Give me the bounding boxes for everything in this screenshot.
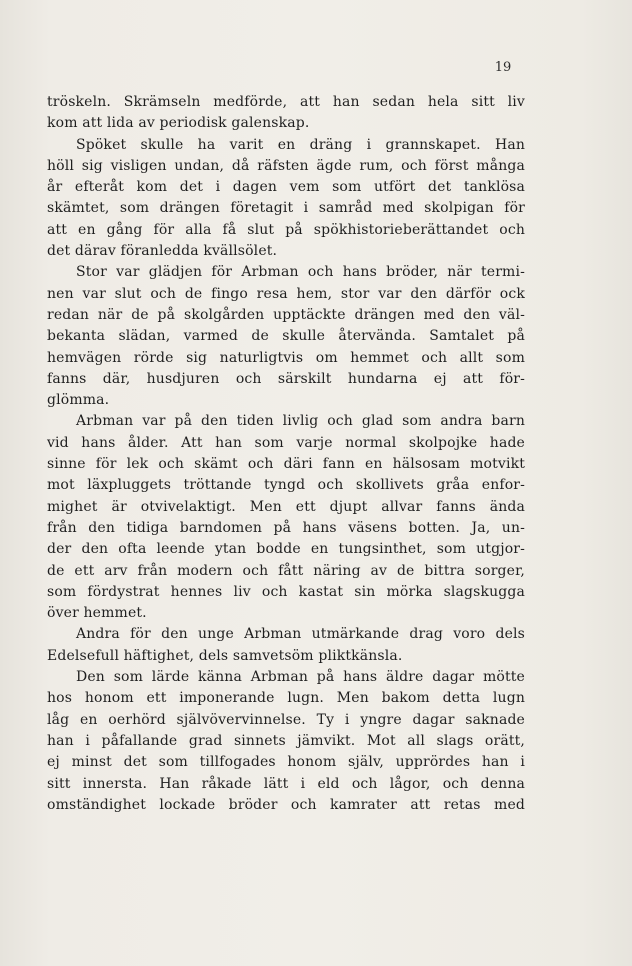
text-line: tröskeln. Skrämseln medförde, att han sedan hela sitt liv [47,94,525,110]
text-line: nen var slut och de fingo resa hem, stor var den därför ock [47,285,525,302]
text-line: ej minst det som tillfogades honom själv, upprördes han i [47,754,525,771]
text-line: Arbman var på den tiden livlig och glad som andra barn [76,413,525,430]
text-line: låg en oerhörd självövervinnelse. Ty i yngre dagar saknade [47,711,525,728]
text-line: det därav föranledda kvällsölet. [47,243,278,260]
text-line: mot läxpluggets tröttande tyngd och skollivets gråa enfor- [47,477,525,494]
text-line: Den som lärde känna Arbman på hans äldre dagar mötte [76,669,525,686]
body-text [47,92,525,816]
text-line: mighet är otvivelaktigt. Men ett djupt allvar fanns ända [47,498,525,515]
text-line: bekanta slädan, varmed de skulle återvända. Samtalet på [47,328,525,345]
text-line: år efteråt kom det i dagen vem som utfört det tanklösa [47,179,525,196]
text-line: över hemmet. [47,605,147,622]
text-line: som fördystrat hennes liv och kastat sin mörka slagskugga [47,583,525,600]
text-line: sinne för lek och skämt och däri fann en hälsosam motvikt [47,456,525,473]
text-line: Edelsefull häftighet, dels samvetsöm pliktkänsla. [47,647,403,664]
text-line: der den ofta leende ytan bodde en tungsinthet, som utgjor- [47,541,525,558]
text-line: Spöket skulle ha varit en dräng i grannskapet. Han [76,136,525,153]
text-line: kom att lida av periodisk galenskap. [47,115,310,132]
text-line: de ett arv från modern och fått näring av de bittra sorger, [47,562,525,579]
text-line: glömma. [47,392,110,409]
text-line: Stor var glädjen för Arbman och hans bröder, när termi- [76,264,525,281]
text-line: hos honom ett imponerande lugn. Men bakom detta lugn [47,690,525,707]
text-line: att en gång för alla få slut på spökhistorieberättandet och [47,221,525,238]
text-line: hemvägen rörde sig naturligtvis om hemmet och allt som [47,349,525,366]
page-number: 19 [494,60,512,75]
text-line: omständighet lockade bröder och kamrater att retas med [47,796,525,813]
text-line: skämtet, som drängen företagit i samråd med skolpigan för [47,200,525,217]
text-line: från den tidiga barndomen på hans väsens botten. Ja, un- [47,519,525,536]
text-line: Andra för den unge Arbman utmärkande drag voro dels [76,626,525,643]
text-line: redan när de på skolgården upptäckte drängen med den väl- [47,306,525,323]
text-line: sitt innersta. Han råkade lätt i eld och lågor, och denna [47,775,525,792]
text-line: höll sig visligen undan, då räfsten ägde rum, och först många [47,157,525,174]
text-line: vid hans ålder. Att han som varje normal skolpojke hade [47,434,525,451]
text-line: fanns där, husdjuren och särskilt hundarna ej att för- [47,370,525,387]
text-line: han i påfallande grad sinnets jämvikt. Mot all slags orätt, [47,732,525,749]
